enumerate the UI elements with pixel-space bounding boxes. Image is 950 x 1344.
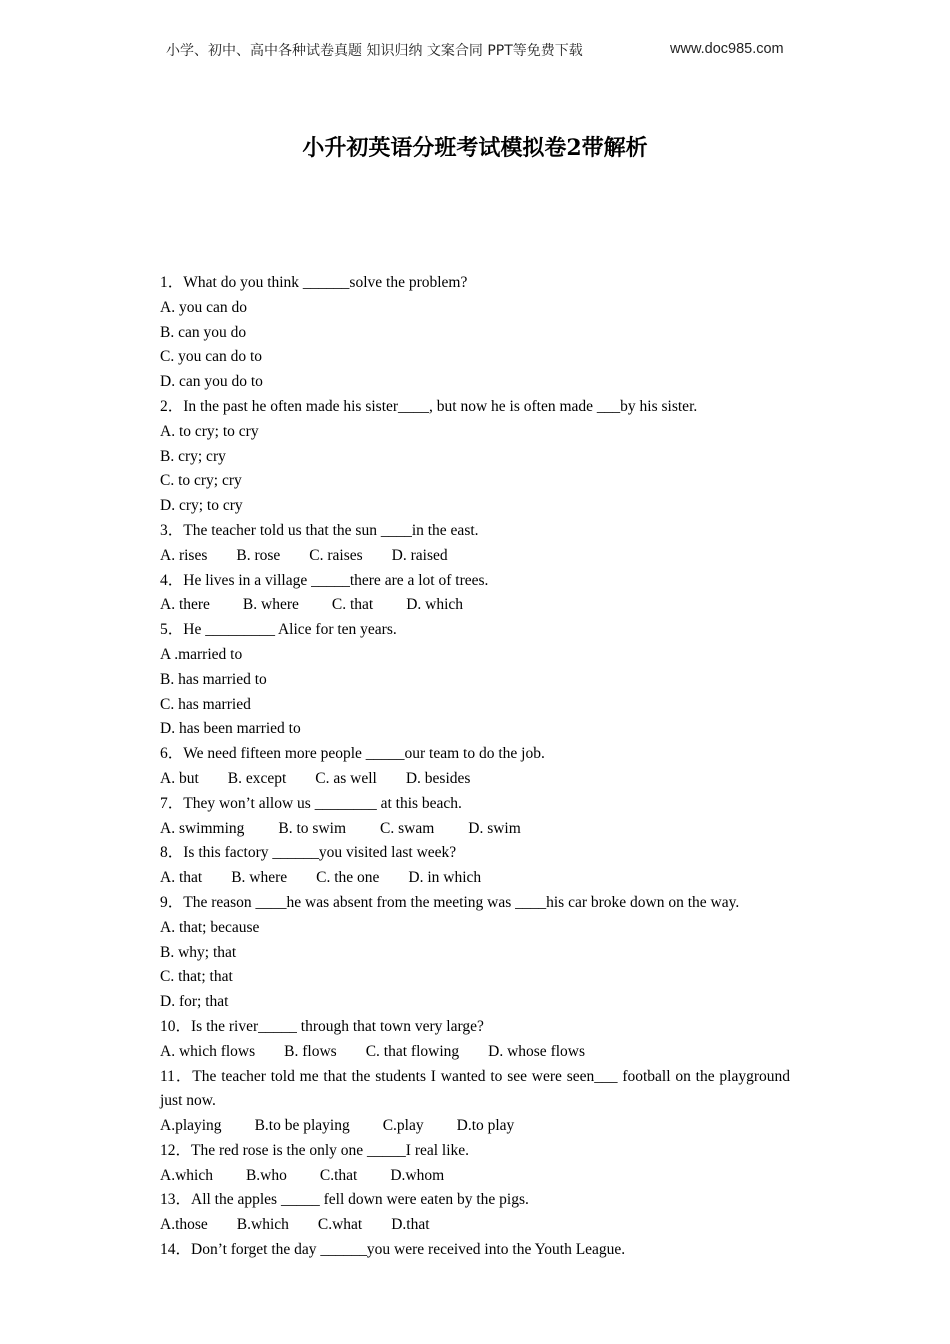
answer-option: B. flows bbox=[284, 1042, 337, 1060]
answer-options-row bbox=[160, 593, 790, 618]
answer-options-row bbox=[160, 1114, 790, 1139]
answer-option: C.what bbox=[317, 1216, 363, 1234]
answer-options-row bbox=[160, 767, 790, 792]
answer-option: D.that bbox=[391, 1216, 430, 1234]
question-stem: 14．Don’t forget the day ______you were received into the Youth League. bbox=[160, 1241, 626, 1259]
answer-option: A.those bbox=[160, 1216, 208, 1234]
answer-options-row bbox=[160, 1040, 790, 1065]
answer-option: A. rises bbox=[160, 546, 208, 564]
answer-option: B. to swim bbox=[278, 819, 347, 837]
answer-option: B. why; that bbox=[160, 943, 237, 961]
answer-option: A. there bbox=[160, 596, 210, 614]
answer-option: B. cry; cry bbox=[160, 447, 226, 465]
answer-option: C. that flowing bbox=[365, 1042, 460, 1060]
answer-option: D. swim bbox=[468, 819, 521, 837]
question-stem: 1．What do you think ______solve the problem? bbox=[160, 274, 468, 291]
answer-option: B. where bbox=[242, 596, 299, 614]
answer-option: B.who bbox=[245, 1166, 287, 1184]
answer-option: D.whom bbox=[390, 1166, 445, 1184]
answer-option: D. besides bbox=[405, 769, 471, 787]
answer-option: A. to cry; to cry bbox=[160, 422, 259, 440]
answer-option: D. raised bbox=[391, 546, 448, 564]
question-stem: 10．Is the river_____ through that town very large? bbox=[160, 1017, 484, 1035]
answer-option: C. swam bbox=[380, 819, 435, 837]
answer-option: C. to cry; cry bbox=[160, 472, 242, 490]
answer-option: A.which bbox=[160, 1166, 213, 1184]
answer-option: C. you can do to bbox=[160, 348, 263, 366]
answer-option: D.to play bbox=[456, 1117, 515, 1135]
question-stem: 2．In the past he often made his sister____, but now he is often made ___by his sister. bbox=[160, 397, 698, 415]
answer-option: A.playing bbox=[160, 1117, 222, 1135]
document-title: 小升初英语分班考试模拟卷2带解析 bbox=[302, 135, 648, 161]
answer-option: B.which bbox=[236, 1216, 289, 1234]
answer-option: D. in which bbox=[408, 869, 482, 887]
answer-options-row bbox=[160, 1164, 790, 1189]
question-stem: 8．Is this factory ______you visited last week? bbox=[160, 844, 457, 862]
answer-option: C. as well bbox=[315, 769, 377, 787]
answer-option: B. can you do bbox=[160, 323, 247, 341]
answer-option: C. raises bbox=[309, 546, 363, 564]
header-tagline: 小学、初中、高中各种试卷真题 知识归纳 文案合同 PPT等免费下载 bbox=[166, 43, 583, 59]
question-stem: 6．We need fifteen more people _____our team to do the job. bbox=[160, 745, 545, 763]
answer-option: B. except bbox=[227, 769, 287, 787]
answer-option: A .married to bbox=[160, 645, 243, 663]
answer-option: D. which bbox=[406, 596, 464, 614]
answer-option: B. where bbox=[231, 869, 288, 887]
question-stem: 5．He _________ Alice for ten years. bbox=[160, 621, 397, 639]
answer-option: C. that; that bbox=[160, 968, 233, 986]
question-stem: 7．They won’t allow us ________ at this beach. bbox=[160, 794, 462, 812]
answer-option: A. swimming bbox=[160, 819, 245, 837]
answer-option: D. can you do to bbox=[160, 373, 263, 391]
answer-option: D. for; that bbox=[160, 993, 229, 1011]
answer-options-row bbox=[160, 544, 790, 569]
answer-option: B. rose bbox=[236, 546, 281, 564]
question-stem: 3．The teacher told us that the sun ____in the east. bbox=[160, 521, 479, 539]
answer-options-row bbox=[160, 817, 790, 842]
answer-option: C. the one bbox=[316, 869, 380, 887]
question-stem: 4．He lives in a village _____there are a lot of trees. bbox=[160, 571, 489, 589]
answer-option: A. that bbox=[160, 869, 203, 887]
answer-option: C.play bbox=[382, 1117, 424, 1135]
answer-option: D. cry; to cry bbox=[160, 497, 243, 515]
answer-option: D. whose flows bbox=[488, 1042, 586, 1060]
answer-option: A. which flows bbox=[160, 1042, 256, 1060]
question-stem: 13．All the apples _____ fell down were eaten by the pigs. bbox=[160, 1191, 529, 1209]
question-stem: 11．The teacher told me that the students I wanted to see were seen___ football on the playground just now. bbox=[160, 1067, 790, 1110]
answer-option: C. that bbox=[331, 596, 374, 614]
question-stem: 9．The reason ____he was absent from the meeting was ____his car broke down on the way. bbox=[160, 893, 740, 911]
answer-option: B. has married to bbox=[160, 670, 267, 688]
page-header bbox=[166, 40, 806, 60]
answer-options-row bbox=[160, 1213, 790, 1238]
header-url: www.doc985.com bbox=[670, 41, 784, 57]
answer-option: A. but bbox=[160, 769, 199, 787]
answer-option: B.to be playing bbox=[254, 1117, 350, 1135]
answer-option: A. you can do bbox=[160, 298, 247, 316]
answer-option: D. has been married to bbox=[160, 720, 301, 738]
answer-option: C.that bbox=[319, 1166, 358, 1184]
answer-option: A. that; because bbox=[160, 918, 260, 936]
question-list bbox=[160, 271, 790, 1263]
question-stem: 12．The red rose is the only one _____I real like. bbox=[160, 1141, 470, 1159]
answer-option: C. has married bbox=[160, 695, 251, 713]
answer-options-row bbox=[160, 866, 790, 891]
